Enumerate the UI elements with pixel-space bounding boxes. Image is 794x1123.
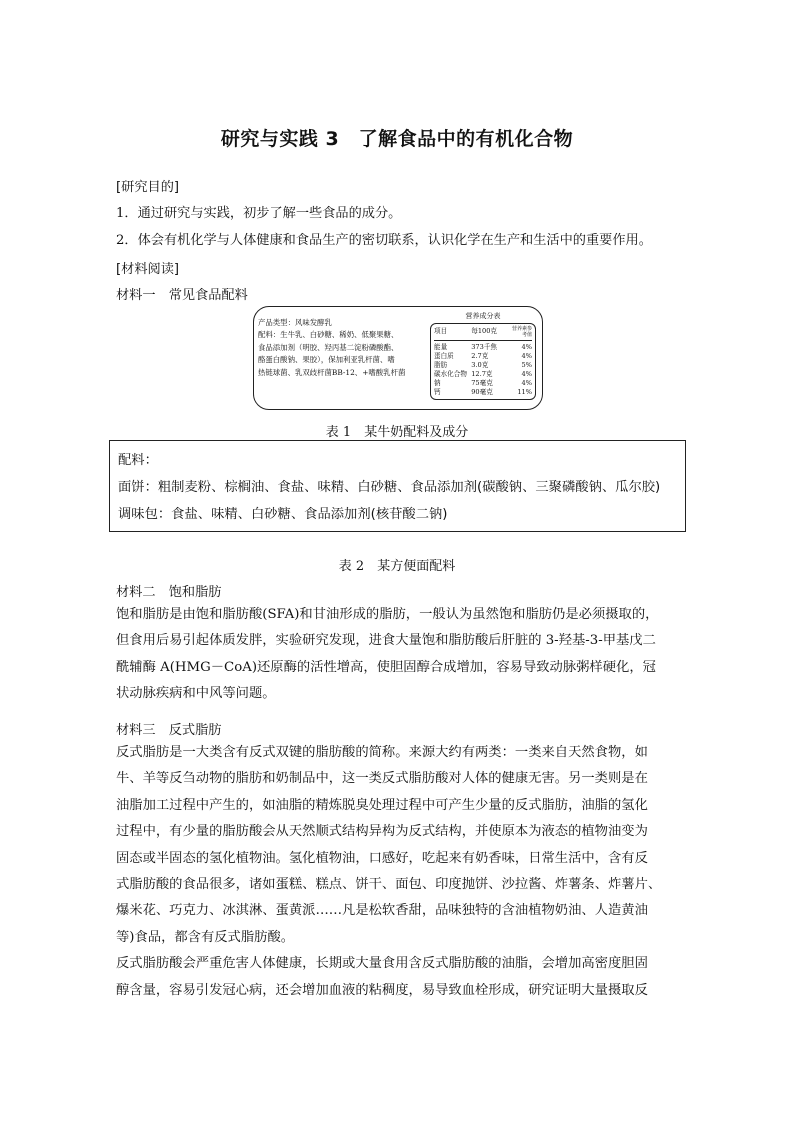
cell: 能量 xyxy=(434,343,448,351)
cell: 2.7克 xyxy=(471,352,489,360)
cell: 4% xyxy=(521,352,532,360)
nutrition-row xyxy=(434,343,532,352)
cell: 4% xyxy=(521,343,532,351)
milk-label-figure xyxy=(253,306,543,410)
cell: 3.0克 xyxy=(471,361,489,369)
cell: 12.7克 xyxy=(471,370,493,378)
header-nrv: 营养素参考值 xyxy=(511,326,532,338)
label-line: 食品添加剂（明胶、羟丙基二淀粉磷酸酯、 xyxy=(258,342,399,352)
table2-heading: 配料： xyxy=(118,453,158,468)
paragraph-line: 等)食品，都含有反式脂肪酸。 xyxy=(116,929,295,945)
label-line: 产品类型：风味发酵乳 xyxy=(258,318,332,327)
cell: 373千焦 xyxy=(471,343,498,351)
cell: 5% xyxy=(521,361,532,369)
cell: 钠 xyxy=(434,379,441,387)
label-line: 酪蛋白酸钠、果胶），保加利亚乳杆菌、嗜 xyxy=(258,355,395,365)
nutrition-row xyxy=(434,361,532,370)
paragraph-line: 油脂加工过程中产生的，如油脂的精炼脱臭处理过程中可产生少量的反式脂肪，油脂的氢化 xyxy=(116,797,648,813)
nutrition-table xyxy=(430,323,536,400)
cell: 11% xyxy=(517,388,532,396)
material3-body xyxy=(116,740,678,1004)
nutrition-header xyxy=(434,326,532,341)
cell: 脂肪 xyxy=(434,361,448,369)
table2-seasoning: 调味包：食盐、味精、白砂糖、食品添加剂(核苷酸二钠) xyxy=(118,507,448,522)
material3-title: 材料三 反式脂肪 xyxy=(116,723,222,738)
paragraph-line: 式脂肪酸的食品很多，诸如蛋糕、糕点、饼干、面包、印度抛饼、沙拉酱、炸薯条、炸薯片、 xyxy=(116,877,662,893)
paragraph-line: 但食用后易引起体质发胖，实验研究发现，进食大量饱和脂肪酸后肝脏的 3-羟基-3-甲基戊二 xyxy=(116,633,656,649)
cell: 4% xyxy=(521,370,532,378)
cell: 钙 xyxy=(434,388,441,396)
reading-heading: [材料阅读] xyxy=(116,262,180,277)
paragraph-line: 过程中，有少量的脂肪酸会从天然顺式结构异构为反式结构，并使原本为液态的植物油变为 xyxy=(116,824,648,840)
paragraph-line: 饱和脂肪是由饱和脂肪酸(SFA)和甘油形成的脂肪，一般认为虽然饱和脂肪仍是必须摄取的， xyxy=(116,607,659,622)
label-line: 配料：生牛乳、白砂糖、稀奶、低聚果糖、 xyxy=(258,330,399,340)
nutrition-facts xyxy=(430,311,536,400)
cell: 蛋白质 xyxy=(434,352,454,360)
table1-caption: 表 1 某牛奶配料及成分 xyxy=(325,425,469,440)
nutrition-row xyxy=(434,352,532,361)
material2-body xyxy=(116,602,678,708)
purpose-item-1: 1．通过研究与实践，初步了解一些食品的成分。 xyxy=(116,206,402,221)
cell: 碳水化合物 xyxy=(434,370,467,378)
cell: 4% xyxy=(521,379,532,387)
paragraph-line: 反式脂肪酸会严重危害人体健康，长期或大量食用含反式脂肪酸的油脂，会增加高密度胆固 xyxy=(116,956,648,972)
page-title: 研究与实践 3 了解食品中的有机化合物 xyxy=(220,128,574,150)
nutrition-row xyxy=(434,370,532,379)
paragraph-line: 牛、羊等反刍动物的脂肪和奶制品中，这一类反式脂肪酸对人体的健康无害。另一类则是在 xyxy=(116,771,648,787)
table2-box xyxy=(109,440,686,532)
paragraph-line: 反式脂肪是一大类含有反式双键的脂肪酸的简称。来源大约有两类：一类来自天然食物，如 xyxy=(116,745,648,760)
table2-noodle: 面饼：粗制麦粉、棕榈油、食盐、味精、白砂糖、食品添加剂(碳酸钠、三聚磷酸钠、瓜尔胶) xyxy=(118,480,661,495)
paragraph-line: 状动脉疾病和中风等问题。 xyxy=(116,686,276,702)
nutrition-row xyxy=(434,379,532,388)
nutrition-title: 营养成分表 xyxy=(465,312,501,320)
table2-caption: 表 2 某方便面配料 xyxy=(338,559,456,574)
header-item: 项目 xyxy=(434,327,448,335)
cell: 75毫克 xyxy=(471,379,493,387)
material1-title: 材料一 常见食品配料 xyxy=(116,288,248,303)
purpose-item-2: 2．体会有机化学与人体健康和食品生产的密切联系，认识化学在生产和生活中的重要作用。 xyxy=(116,233,652,248)
label-line: 热链球菌、乳双歧杆菌BB-12、+嗜酸乳杆菌 xyxy=(258,367,406,377)
purpose-heading: [研究目的] xyxy=(116,180,180,195)
paragraph-line: 酰辅酶 A(HMG－CoA)还原酶的活性增高，使胆固醇合成增加，容易导致动脉粥样硬化，冠 xyxy=(116,659,656,675)
header-per100: 每100克 xyxy=(471,327,498,335)
paragraph-line: 固态或半固态的氢化植物油。氢化植物油，口感好，吃起来有奶香味，日常生活中，含有反 xyxy=(116,850,648,866)
paragraph-line: 爆米花、巧克力、冰淇淋、蛋黄派……凡是松软香甜，品味独特的含油植物奶油、人造黄油 xyxy=(116,903,648,919)
cell: 90毫克 xyxy=(471,388,493,396)
material2-title: 材料二 饱和脂肪 xyxy=(116,585,222,600)
label-ingredients xyxy=(258,317,426,379)
paragraph-line: 醇含量，容易引发冠心病，还会增加血液的粘稠度，易导致血栓形成，研究证明大量摄取反 xyxy=(116,982,648,998)
nutrition-row xyxy=(434,388,532,397)
